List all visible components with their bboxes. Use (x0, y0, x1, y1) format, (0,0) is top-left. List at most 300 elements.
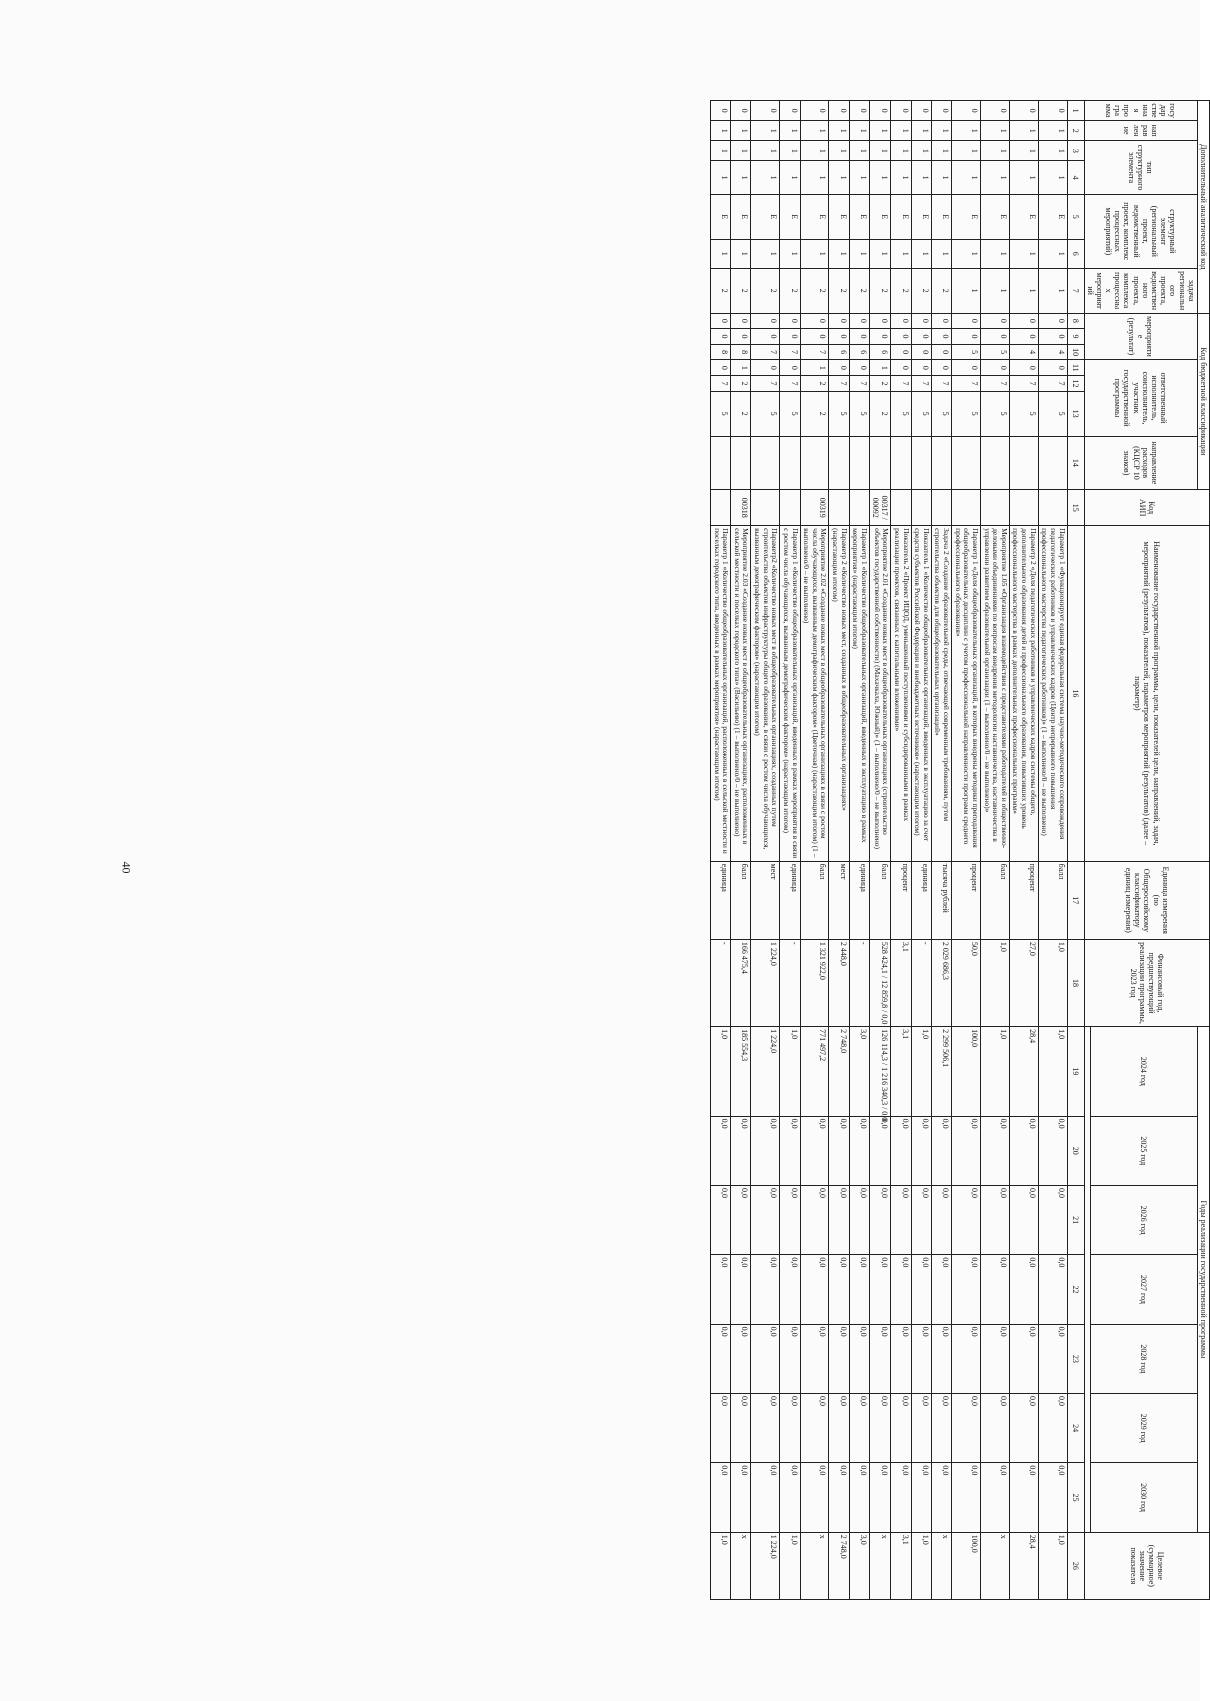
code-cell: 7 (952, 376, 981, 392)
expense-cell (911, 436, 931, 490)
aip-cell (849, 490, 869, 526)
expense-cell (891, 436, 911, 490)
year-value-cell: 2 299 506,1 (931, 1027, 951, 1116)
code-cell: 1 (891, 141, 911, 161)
year-value-cell: 0,0 (931, 1185, 951, 1254)
unit-cell: мест (751, 861, 780, 939)
year-value-cell: 0,0 (751, 1116, 780, 1185)
header-budget-code: Код бюджетной классификации (1197, 313, 1209, 490)
header-direction: направление (1084, 121, 1197, 141)
year-value-cell: 0,0 (1038, 1324, 1067, 1393)
year-value-cell: 0,0 (891, 1255, 911, 1324)
code-cell: 1 (849, 121, 869, 141)
code-cell: 1 (1009, 141, 1038, 161)
code-cell: 0 (891, 329, 911, 345)
code-cell: 1 (800, 141, 829, 161)
code-cell: 1 (1009, 239, 1038, 268)
year-value-cell: 0,0 (731, 1463, 751, 1532)
code-cell: 0 (869, 313, 890, 329)
code-cell: 7 (710, 376, 730, 392)
code-cell: 1 (1038, 268, 1067, 313)
header-gp: государственная программа (1084, 101, 1197, 121)
year-value-cell: 0,0 (780, 1324, 800, 1393)
name-cell: Параметр 1 «Количество общеобразовательных организаций, введенных в рамках мероприятия в связи с ростом числа обучающихся, вызванным демографическим фактором» (нарастающим итогом) (780, 526, 800, 862)
code-cell: 7 (751, 376, 780, 392)
year-value-cell: 0,0 (1009, 1463, 1038, 1532)
aip-cell (751, 490, 780, 526)
table-row (780, 101, 800, 1600)
year-value-cell: 0,0 (710, 1394, 730, 1463)
code-cell: 0 (1009, 360, 1038, 376)
expense-cell (980, 436, 1009, 490)
code-cell: 0 (931, 344, 951, 360)
year-value-cell: 0,0 (980, 1394, 1009, 1463)
code-cell: 2 (710, 268, 730, 313)
column-number: 4 (1067, 161, 1084, 195)
year-value-cell: 185 554,3 (731, 1027, 751, 1116)
year-value-cell: 0,0 (911, 1394, 931, 1463)
year-value-cell: 0,0 (780, 1394, 800, 1463)
code-cell: Е (731, 194, 751, 239)
code-cell: 0 (891, 344, 911, 360)
column-number: 8 (1067, 313, 1084, 329)
target-cell: х (869, 1532, 890, 1599)
year-value-cell: 0,0 (891, 1324, 911, 1393)
code-cell: 5 (891, 391, 911, 436)
table-row (931, 101, 951, 1600)
fin-year-cell: - (710, 939, 730, 1026)
code-cell: 7 (800, 344, 829, 360)
code-cell: 7 (849, 376, 869, 392)
code-cell: 5 (980, 344, 1009, 360)
table-row (849, 101, 869, 1600)
code-cell: 1 (800, 360, 829, 376)
header-executor: ответственный исполнитель, соисполнитель, участник государственной программы (1084, 360, 1197, 436)
year-value-cell: 28,4 (1009, 1027, 1038, 1116)
column-number: 9 (1067, 329, 1084, 345)
name-cell: Параметр 2 «Доля педагогических работников и управленческих кадров системы общего, дополнительного образования детей и профессионального образования, повысивших уровень профессионального мастерства в рамках дополнительных профессиональных программ» (1009, 526, 1038, 862)
code-cell: 0 (829, 360, 849, 376)
year-value-cell: 0,0 (952, 1255, 981, 1324)
column-number: 17 (1067, 861, 1084, 939)
code-cell: 1 (710, 141, 730, 161)
year-value-cell: 0,0 (869, 1463, 890, 1532)
code-cell: 0 (952, 313, 981, 329)
target-cell: 1,0 (911, 1532, 931, 1599)
fin-year-cell: 50,0 (952, 939, 981, 1026)
code-cell: 1 (911, 239, 931, 268)
year-value-cell: 0,0 (710, 1463, 730, 1532)
unit-cell: процент (1009, 861, 1038, 939)
column-number: 23 (1067, 1324, 1084, 1393)
code-cell: Е (1009, 194, 1038, 239)
expense-cell (710, 436, 730, 490)
year-value-cell: 0,0 (800, 1463, 829, 1532)
code-cell: 0 (710, 329, 730, 345)
year-value-cell: 1 224,0 (751, 1027, 780, 1116)
column-number: 10 (1067, 344, 1084, 360)
target-cell: 1,0 (710, 1532, 730, 1599)
code-cell: 2 (731, 376, 751, 392)
code-cell: 7 (931, 376, 951, 392)
code-cell: 1 (829, 141, 849, 161)
code-cell: 1 (891, 239, 911, 268)
year-value-cell: 0,0 (911, 1185, 931, 1254)
code-cell: 2 (869, 376, 890, 392)
code-cell: 0 (911, 344, 931, 360)
code-cell: 7 (891, 376, 911, 392)
header-task: задача регионального проекта, ведомственного проекта, комплекса процессных мероприятий (1084, 268, 1197, 313)
code-cell: 1 (869, 161, 890, 195)
code-cell: Е (829, 194, 849, 239)
code-cell: 4 (1038, 344, 1067, 360)
fin-year-cell: 1,0 (1038, 939, 1067, 1026)
year-value-cell: 0,0 (911, 1116, 931, 1185)
code-cell: 0 (931, 313, 951, 329)
code-cell: 0 (751, 329, 780, 345)
table-row (1038, 101, 1067, 1600)
year-value-cell: 0,0 (980, 1463, 1009, 1532)
target-cell: 28,4 (1009, 1532, 1038, 1599)
year-value-cell: 0,0 (731, 1255, 751, 1324)
aip-cell (980, 490, 1009, 526)
code-cell: 5 (952, 391, 981, 436)
year-value-cell: 0,0 (800, 1324, 829, 1393)
code-cell: 0 (980, 101, 1009, 121)
code-cell: 0 (751, 313, 780, 329)
code-cell: 0 (800, 313, 829, 329)
code-cell: 1 (931, 121, 951, 141)
header-year-2025: 2025 год (1090, 1116, 1197, 1185)
code-cell: 1 (1038, 121, 1067, 141)
year-value-cell: 0,0 (1009, 1255, 1038, 1324)
year-value-cell: 0,0 (829, 1394, 849, 1463)
year-value-cell: 0,0 (891, 1185, 911, 1254)
code-cell: 0 (931, 101, 951, 121)
code-cell: 1 (911, 141, 931, 161)
unit-cell: балл (1038, 861, 1067, 939)
year-value-cell: 0,0 (731, 1394, 751, 1463)
table-row (869, 101, 890, 1600)
year-value-cell: 0,0 (800, 1116, 829, 1185)
year-value-cell: 0,0 (869, 1394, 890, 1463)
table-row (731, 101, 751, 1600)
expense-cell (849, 436, 869, 490)
year-value-cell: 0,0 (1009, 1116, 1038, 1185)
name-cell: Показатель 2 «Проект ИЦОД, уменьшенный поступлениями и субсидированными в рамках реализации проектов, связанных с капитальными вложениями» (891, 526, 911, 862)
code-cell: 1 (911, 161, 931, 195)
code-cell: 1 (731, 141, 751, 161)
code-cell: 0 (952, 329, 981, 345)
column-number: 5 (1067, 194, 1084, 239)
code-cell: 6 (869, 344, 890, 360)
column-number: 26 (1067, 1532, 1084, 1599)
year-value-cell: 0,0 (980, 1324, 1009, 1393)
code-cell: Е (952, 194, 981, 239)
aip-cell: 00319 (800, 490, 829, 526)
year-value-cell: 0,0 (980, 1116, 1009, 1185)
year-value-cell: 0,0 (1038, 1116, 1067, 1185)
code-cell: 0 (1038, 101, 1067, 121)
name-cell: Параметр2 «Количество новых мест в общеобразовательных организациях, созданных путем строительства объектов инфраструктуры общего образования, в связи с ростом числа обучающихся, вызванным демографическим фактором» (нарастающим итогом) (751, 526, 780, 862)
year-value-cell: 0,0 (800, 1255, 829, 1324)
year-value-cell: 1,0 (980, 1027, 1009, 1116)
code-cell: 7 (829, 376, 849, 392)
column-number: 24 (1067, 1394, 1084, 1463)
fin-year-cell: - (780, 939, 800, 1026)
column-number: 20 (1067, 1116, 1084, 1185)
code-cell: 1 (849, 141, 869, 161)
code-cell: 0 (911, 329, 931, 345)
code-cell: 1 (780, 239, 800, 268)
year-value-cell: 1,0 (911, 1027, 931, 1116)
code-cell: 0 (849, 360, 869, 376)
code-cell: 0 (1009, 313, 1038, 329)
code-cell: 0 (731, 101, 751, 121)
column-number: 19 (1067, 1027, 1084, 1116)
target-cell: х (800, 1532, 829, 1599)
target-cell: х (931, 1532, 951, 1599)
year-value-cell: 0,0 (829, 1116, 849, 1185)
year-value-cell: 0,0 (731, 1116, 751, 1185)
target-cell: 1,0 (780, 1532, 800, 1599)
column-number: 25 (1067, 1463, 1084, 1532)
target-cell: 1,0 (1038, 1532, 1067, 1599)
target-cell: 1 224,0 (751, 1532, 780, 1599)
code-cell: 1 (891, 161, 911, 195)
code-cell: 0 (911, 360, 931, 376)
code-cell: 5 (849, 391, 869, 436)
fin-year-cell: 166 475,4 (731, 939, 751, 1026)
code-cell: 1 (829, 121, 849, 141)
year-value-cell: 0,0 (849, 1116, 869, 1185)
table-row (710, 101, 730, 1600)
name-cell: Показатель 1 «Количество общеобразовательных организаций, введенных в эксплуатацию за счет средств субъектов Российской Федерации и внебюджетных источников» (нарастающим итогом) (911, 526, 931, 862)
code-cell: 8 (731, 344, 751, 360)
code-cell: 1 (1009, 121, 1038, 141)
code-cell: 1 (952, 121, 981, 141)
fin-year-cell: - (911, 939, 931, 1026)
year-value-cell: 0,0 (829, 1185, 849, 1254)
code-cell: 1 (952, 239, 981, 268)
code-cell: 1 (710, 161, 730, 195)
code-cell: 2 (800, 376, 829, 392)
year-value-cell: 2 748,0 (829, 1027, 849, 1116)
year-value-cell: 0,0 (710, 1185, 730, 1254)
column-number: 3 (1067, 141, 1084, 161)
code-cell: 2 (731, 268, 751, 313)
year-value-cell: 0,0 (891, 1394, 911, 1463)
name-cell: Параметр 1 «Количество общеобразовательных организаций, расположенных в сельской местности и поселках городского типа, введенных в рамках мероприятия» (нарастающим итогом) (710, 526, 730, 862)
expense-cell (931, 436, 951, 490)
code-cell: 1 (731, 161, 751, 195)
code-cell: 5 (911, 391, 931, 436)
year-value-cell: 1,0 (710, 1027, 730, 1116)
target-cell: 100,0 (952, 1532, 981, 1599)
aip-cell: 00317 / 00092 (869, 490, 890, 526)
code-cell: Е (710, 194, 730, 239)
code-cell: 1 (731, 360, 751, 376)
code-cell: 5 (1038, 391, 1067, 436)
year-value-cell: 0,0 (931, 1394, 951, 1463)
code-cell: 2 (800, 268, 829, 313)
code-cell: 1 (952, 268, 981, 313)
code-cell: 7 (1009, 376, 1038, 392)
fin-year-cell: 3,1 (891, 939, 911, 1026)
year-value-cell: 0,0 (800, 1394, 829, 1463)
table-row (952, 101, 981, 1600)
year-value-cell: 0,0 (911, 1255, 931, 1324)
header-struct-type: тип структурного элемента (1084, 141, 1197, 195)
aip-cell (891, 490, 911, 526)
code-cell: 0 (891, 360, 911, 376)
expense-cell (780, 436, 800, 490)
code-cell: 0 (731, 313, 751, 329)
code-cell: 0 (931, 329, 951, 345)
code-cell: 1 (731, 239, 751, 268)
code-cell: 0 (780, 313, 800, 329)
year-value-cell: 0,0 (751, 1185, 780, 1254)
code-cell: 5 (829, 391, 849, 436)
target-cell: х (980, 1532, 1009, 1599)
year-value-cell: 0,0 (849, 1463, 869, 1532)
year-value-cell: 0,0 (780, 1185, 800, 1254)
fin-year-cell: 27,0 (1009, 939, 1038, 1026)
target-cell: 2 748,0 (829, 1532, 849, 1599)
year-value-cell: 0,0 (931, 1255, 951, 1324)
aip-cell (829, 490, 849, 526)
code-cell: 0 (980, 313, 1009, 329)
header-expense: направление расходов (КЦСР 10 знаков) (1084, 436, 1197, 490)
code-cell: 1 (931, 239, 951, 268)
header-year-2026: 2026 год (1090, 1185, 1197, 1254)
year-value-cell: 1,0 (1038, 1027, 1067, 1116)
unit-cell: единица (710, 861, 730, 939)
code-cell: 7 (1038, 376, 1067, 392)
code-cell: 1 (751, 141, 780, 161)
unit-cell: балл (980, 861, 1009, 939)
code-cell: 0 (849, 329, 869, 345)
code-cell: 2 (751, 268, 780, 313)
code-cell: 7 (980, 376, 1009, 392)
column-numbers-row (1067, 101, 1084, 1600)
unit-cell: тысяча рублей (931, 861, 951, 939)
aip-cell (780, 490, 800, 526)
code-cell: 1 (931, 141, 951, 161)
expense-cell (800, 436, 829, 490)
code-cell: 1 (911, 121, 931, 141)
year-value-cell: 0,0 (829, 1463, 849, 1532)
aip-cell: 00318 (731, 490, 751, 526)
year-value-cell: 0,0 (780, 1463, 800, 1532)
name-cell: Мероприятие 2.02 «Создание новых мест в общеобразовательных организациях в связи с ростом числа обучающихся, вызванным демографическим фактором» (Цветочная) (нарастающим итогом) (1 – выполнено/0 – не выполнено) (800, 526, 829, 862)
column-number: 18 (1067, 939, 1084, 1026)
column-number: 7 (1067, 268, 1084, 313)
code-cell: Е (780, 194, 800, 239)
code-cell: 1 (980, 268, 1009, 313)
column-number: 13 (1067, 391, 1084, 436)
aip-cell (952, 490, 981, 526)
unit-cell: балл (869, 861, 890, 939)
code-cell: 0 (800, 101, 829, 121)
year-value-cell: 0,0 (1038, 1255, 1067, 1324)
year-value-cell: 0,0 (931, 1324, 951, 1393)
code-cell: 0 (1038, 313, 1067, 329)
year-value-cell: 0,0 (869, 1116, 890, 1185)
code-cell: 0 (800, 329, 829, 345)
aip-cell (710, 490, 730, 526)
column-number: 2 (1067, 121, 1084, 141)
code-cell: 5 (751, 391, 780, 436)
fin-year-cell: 2 448,0 (829, 939, 849, 1026)
year-value-cell: 0,0 (980, 1185, 1009, 1254)
code-cell: 1 (980, 161, 1009, 195)
code-cell: 5 (710, 391, 730, 436)
column-number: 22 (1067, 1255, 1084, 1324)
year-value-cell: 0,0 (780, 1116, 800, 1185)
unit-cell: мест (829, 861, 849, 939)
code-cell: 0 (780, 360, 800, 376)
code-cell: 0 (980, 360, 1009, 376)
header-year-2030: 2030 год (1090, 1463, 1197, 1532)
code-cell: 5 (1009, 391, 1038, 436)
code-cell: 8 (710, 344, 730, 360)
code-cell: 7 (751, 344, 780, 360)
code-cell: 0 (869, 329, 890, 345)
code-cell: 1 (952, 161, 981, 195)
year-value-cell: 0,0 (1009, 1394, 1038, 1463)
target-cell: х (731, 1532, 751, 1599)
year-value-cell: 0,0 (829, 1255, 849, 1324)
year-value-cell: 0,0 (751, 1394, 780, 1463)
year-value-cell: 0,0 (710, 1116, 730, 1185)
name-cell: Мероприятие 2.01 «Создание новых мест в общеобразовательных организациях (строительство объектов государственной собственности) (Махачкала, Южный)» (1 – выполнено/0 – не выполнено) (869, 526, 890, 862)
year-value-cell: 0,0 (869, 1185, 890, 1254)
year-value-cell: 0,0 (869, 1255, 890, 1324)
code-cell: 2 (869, 268, 890, 313)
year-value-cell: 0,0 (952, 1394, 981, 1463)
header-year-2027: 2027 год (1090, 1255, 1197, 1324)
expense-cell (1009, 436, 1038, 490)
aip-cell (1038, 490, 1067, 526)
year-value-cell: 0,0 (829, 1324, 849, 1393)
header-year-2028: 2028 год (1090, 1324, 1197, 1393)
code-cell: 1 (780, 161, 800, 195)
column-number: 14 (1067, 436, 1084, 490)
name-cell: Параметр 1 «Доля общеобразовательных организаций, в которых внедрены методики преподавания общеобразовательных дисциплин с учетом профессиональной направленности программ среднего профессионального образования» (952, 526, 981, 862)
table-row (751, 101, 780, 1600)
code-cell: 2 (829, 268, 849, 313)
code-cell: 7 (780, 376, 800, 392)
column-number: 6 (1067, 239, 1084, 268)
name-cell: Параметр 1 «Функционирует единая федеральная система научно-методического сопровождения педагогических работников и управленческих кадров (Центр непрерывного повышения профессионального мастерства педагогических работников)» (1 – выполнено/0 – не выполнено) (1038, 526, 1067, 862)
year-value-cell: 0,0 (849, 1185, 869, 1254)
aip-cell (1009, 490, 1038, 526)
code-cell: 1 (829, 239, 849, 268)
code-cell: Е (931, 194, 951, 239)
code-cell: Е (911, 194, 931, 239)
code-cell: 1 (849, 239, 869, 268)
code-cell: 1 (980, 239, 1009, 268)
table-body (710, 101, 1084, 1600)
code-cell: 1 (1038, 141, 1067, 161)
code-cell: 1 (869, 239, 890, 268)
code-cell: 0 (829, 329, 849, 345)
code-cell: Е (891, 194, 911, 239)
code-cell: 0 (1038, 360, 1067, 376)
year-value-cell: 0,0 (911, 1463, 931, 1532)
code-cell: 1 (869, 121, 890, 141)
